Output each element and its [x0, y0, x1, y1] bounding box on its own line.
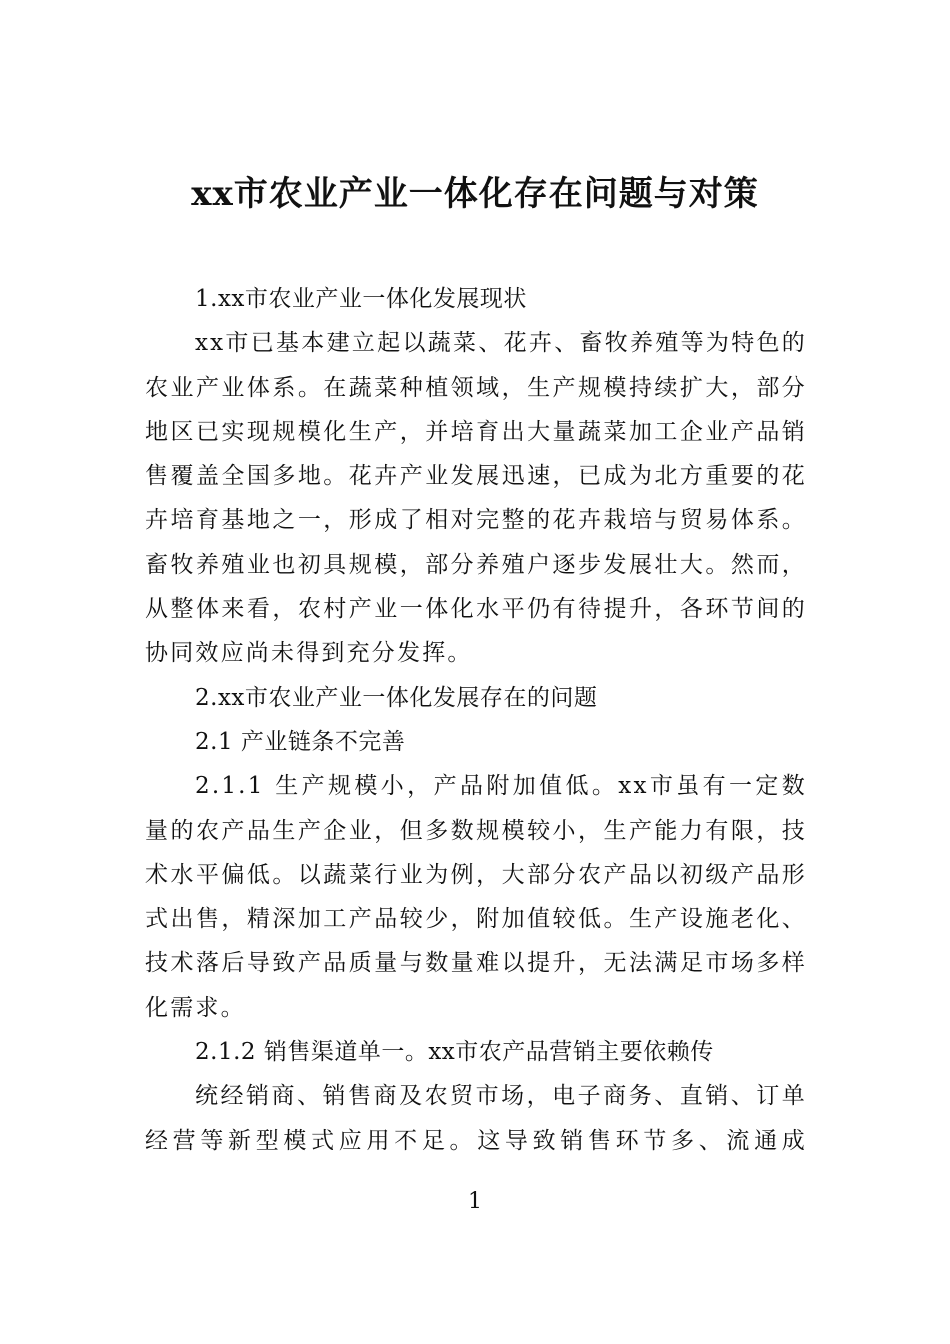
document-body [145, 277, 807, 1163]
document-title: xx市农业产业一体化存在问题与对策 [191, 174, 759, 214]
page-number: 1 [468, 1189, 482, 1214]
section-heading: 1.xx市农业产业一体化发展现状 [195, 286, 527, 312]
subsection-heading: 2.1 产业链条不完善 [195, 728, 406, 755]
body-paragraph: 统经销商、销售商及农贸市场，电子商务、直销、订单经营等新型模式应用不足。这导致销售环节多、流通成 [145, 1083, 807, 1154]
body-paragraph: xx市已基本建立起以蔬菜、花卉、畜牧养殖等为特色的农业产业体系。在蔬菜种植领域，生产规模持续扩大，部分地区已实现规模化生产，并培育出大量蔬菜加工企业产品销售覆盖全国多地。花卉产业发展迅速，已成为北方重要的花卉培育基地之一，形成了相对完整的花卉栽培与贸易体系。畜牧养殖业也初具规模，部分养殖户逐步发展壮大。然而，从整体来看，农村产业一体化水平仍有待提升，各环节间的协同效应尚未得到充分发挥。 [145, 330, 807, 667]
section-heading: 2.xx市农业产业一体化发展存在的问题 [195, 684, 598, 711]
body-paragraph: 2.1.2 销售渠道单一。xx市农产品营销主要依赖传 [195, 1039, 714, 1066]
body-paragraph: 2.1.1 生产规模小，产品附加值低。xx市虽有一定数量的农产品生产企业，但多数规模较小，生产能力有限，技术水平偏低。以蔬菜行业为例，大部分农产品以初级产品形式出售，精深加工产品较少，附加值较低。生产设施老化、技术落后导致产品质量与数量难以提升，无法满足市场多样化需求。 [145, 773, 807, 1021]
